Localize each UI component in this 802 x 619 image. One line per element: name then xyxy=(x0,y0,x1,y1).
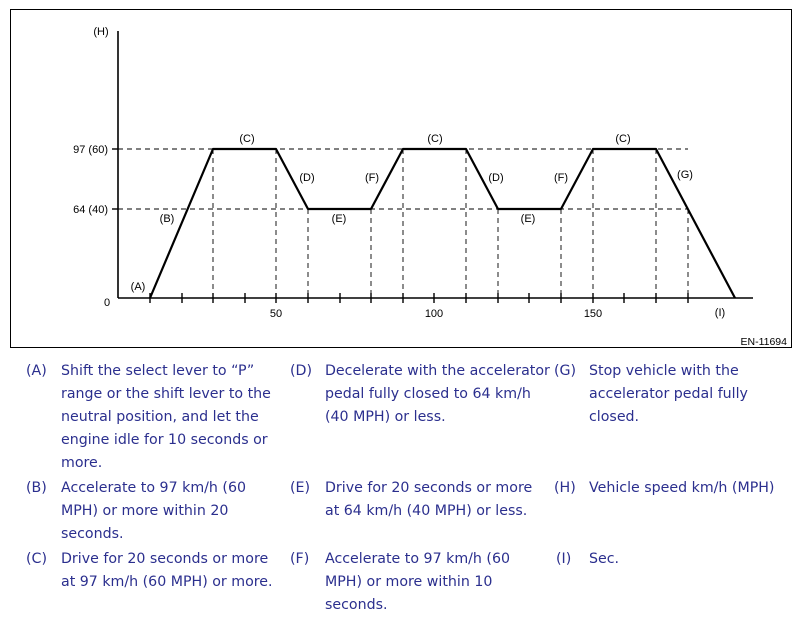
legend-key: (H) xyxy=(554,480,576,496)
segment-label-f2: (F) xyxy=(553,172,569,184)
legend-line: more. xyxy=(61,455,103,471)
legend-key: (I) xyxy=(556,551,572,567)
legend-line: engine idle for 10 seconds or xyxy=(61,432,268,448)
figure-code: EN-11694 xyxy=(740,336,787,348)
legend-text xyxy=(325,477,552,523)
speed-profile-line xyxy=(150,149,735,298)
legend-text xyxy=(325,548,552,617)
legend-text xyxy=(589,477,798,500)
legend-line: Accelerate to 97 km/h (60 xyxy=(325,551,511,567)
legend-line: MPH) or more within 10 xyxy=(325,574,493,590)
segment-label-e2: (E) xyxy=(520,213,536,225)
legend-line: Vehicle speed km/h (MPH) xyxy=(589,480,775,496)
legend-line: MPH) or more within 20 xyxy=(61,503,229,519)
driving-cycle-diagram xyxy=(11,10,793,349)
x-tick-label-100: 100 xyxy=(424,308,444,320)
legend-line: pedal fully closed to 64 km/h xyxy=(325,386,531,402)
segment-label-c1: (C) xyxy=(239,133,255,145)
segment-label-f1: (F) xyxy=(364,172,380,184)
legend-line: at 97 km/h (60 MPH) or more. xyxy=(61,574,273,590)
legend-text xyxy=(325,360,552,429)
y-tick-label-97: 97 (60) xyxy=(73,144,108,156)
legend-key: (E) xyxy=(290,480,311,496)
legend-text xyxy=(61,548,291,594)
legend-line: Accelerate to 97 km/h (60 xyxy=(61,480,247,496)
y-tick-label-64: 64 (40) xyxy=(73,204,108,216)
segment-label-g: (G) xyxy=(677,169,693,181)
legend-key: (C) xyxy=(26,551,47,567)
segment-label-d1: (D) xyxy=(299,172,315,184)
legend-text xyxy=(589,548,798,571)
legend-key: (F) xyxy=(290,551,310,567)
legend-line: (40 MPH) or less. xyxy=(325,409,446,425)
segment-label-e1: (E) xyxy=(331,213,347,225)
legend-line: Decelerate with the accelerator xyxy=(325,363,550,379)
segment-label-c3: (C) xyxy=(615,133,631,145)
origin-label: 0 xyxy=(103,297,111,309)
legend-key: (B) xyxy=(26,480,47,496)
legend-key: (G) xyxy=(554,363,577,379)
segment-label-c2: (C) xyxy=(427,133,443,145)
legend-line: at 64 km/h (40 MPH) or less. xyxy=(325,503,528,519)
diagram-frame xyxy=(10,9,792,348)
legend-key: (A) xyxy=(26,363,47,379)
legend-text xyxy=(61,477,291,546)
x-tick-label-50: 50 xyxy=(269,308,283,320)
legend-line: accelerator pedal fully closed. xyxy=(589,386,748,425)
segment-label-a: (A) xyxy=(130,281,146,293)
legend-line: range or the shift lever to the xyxy=(61,386,271,402)
legend-line: seconds. xyxy=(61,526,124,542)
legend-text xyxy=(589,360,798,429)
y-axis-title: (H) xyxy=(93,26,109,38)
legend-line: Stop vehicle with the xyxy=(589,363,739,379)
legend-line: Drive for 20 seconds or more xyxy=(325,480,533,496)
legend-key: (D) xyxy=(290,363,312,379)
legend-line: Sec. xyxy=(589,551,620,567)
x-axis-title: (I) xyxy=(714,307,726,319)
x-tick-label-150: 150 xyxy=(583,308,603,320)
legend-line: seconds. xyxy=(325,597,388,613)
legend-text xyxy=(61,360,291,475)
segment-label-d2: (D) xyxy=(488,172,504,184)
legend-line: Shift the select lever to “P” xyxy=(61,363,255,379)
legend-line: neutral position, and let the xyxy=(61,409,259,425)
legend-line: Drive for 20 seconds or more xyxy=(61,551,269,567)
segment-label-b: (B) xyxy=(159,213,175,225)
reference-lines-vertical xyxy=(213,149,688,298)
